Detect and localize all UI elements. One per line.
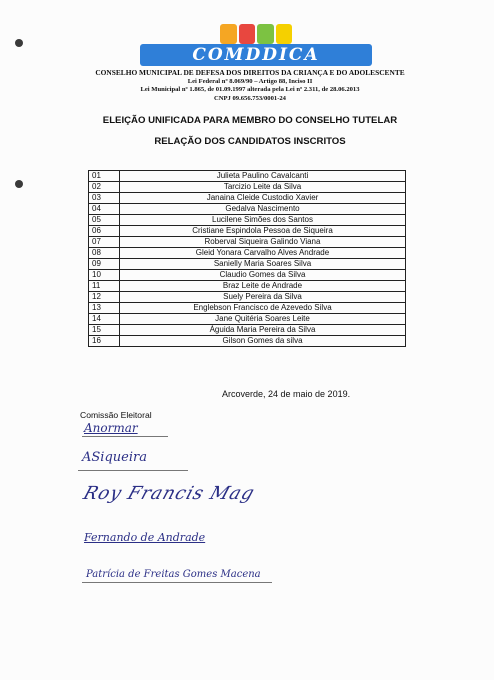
document-subtitle: RELAÇÃO DOS CANDIDATOS INSCRITOS xyxy=(154,136,346,147)
place-and-date: Arcoverde, 24 de maio de 2019. xyxy=(222,389,351,399)
candidate-number: 14 xyxy=(89,314,120,325)
signature-2: ASiqueira xyxy=(82,450,147,465)
candidate-name: Englebson Francisco de Azevedo Silva xyxy=(120,303,406,314)
candidate-number: 15 xyxy=(89,325,120,336)
candidate-number: 09 xyxy=(89,259,120,270)
candidate-number: 12 xyxy=(89,292,120,303)
candidate-number: 04 xyxy=(89,204,120,215)
signature-1: Anormar xyxy=(84,421,138,435)
municipal-law: Lei Municipal nº 1.865, de 01.09.1997 alterada pela Lei nº 2.311, de 28.06.2013 xyxy=(140,86,360,94)
candidate-number: 08 xyxy=(89,248,120,259)
logo-figure-red xyxy=(239,24,256,44)
signature-line-1 xyxy=(82,436,168,437)
candidate-number: 01 xyxy=(89,171,120,182)
candidate-name: Braz Leite de Andrade xyxy=(120,281,406,292)
candidate-name: Gilson Gomes da silva xyxy=(120,336,406,347)
candidate-number: 02 xyxy=(89,182,120,193)
candidate-name: Julieta Paulino Cavalcanti xyxy=(120,171,406,182)
candidate-name: Gleid Yonara Carvalho Alves Andrade xyxy=(120,248,406,259)
federal-law: Lei Federal nº 8.069/90 – Artigo 88, Inciso II xyxy=(187,77,313,85)
candidate-number: 13 xyxy=(89,303,120,314)
candidate-name: Sanielly Maria Soares Silva xyxy=(120,259,406,270)
organization-name: CONSELHO MUNICIPAL DE DEFESA DOS DIREITOS DA CRIANÇA E DO ADOLESCENTE xyxy=(95,68,405,77)
letterhead xyxy=(60,69,440,103)
table-row xyxy=(89,336,406,347)
signature-5: Patrícia de Freitas Gomes Macena xyxy=(86,569,261,580)
table-row xyxy=(89,292,406,303)
signature-3: Roy Francis Mag xyxy=(80,483,258,504)
logo-figure-orange xyxy=(220,24,237,44)
table-row xyxy=(89,237,406,248)
candidate-name: Roberval Siqueira Galindo Viana xyxy=(120,237,406,248)
cnpj: CNPJ 09.656.753/0001-24 xyxy=(214,94,286,102)
candidate-number: 07 xyxy=(89,237,120,248)
candidate-name: Claudio Gomes da Silva xyxy=(120,270,406,281)
comddica-logo xyxy=(140,24,372,66)
logo-figures-icon xyxy=(220,24,292,46)
candidates-table xyxy=(88,170,406,347)
table-row xyxy=(89,204,406,215)
candidate-name: Jane Quitéria Soares Leite xyxy=(120,314,406,325)
table-row xyxy=(89,281,406,292)
table-row xyxy=(89,215,406,226)
punch-hole-top xyxy=(15,39,23,47)
commission-label: Comissão Eleitoral xyxy=(80,410,152,420)
candidate-name: Cristiane Espindola Pessoa de Siqueira xyxy=(120,226,406,237)
candidate-number: 06 xyxy=(89,226,120,237)
table-row xyxy=(89,325,406,336)
table-row xyxy=(89,314,406,325)
signature-line-2 xyxy=(78,470,188,471)
candidate-name: Águida Maria Pereira da Silva xyxy=(120,325,406,336)
candidate-name: Suely Pereira da Silva xyxy=(120,292,406,303)
table-row xyxy=(89,259,406,270)
punch-hole-bottom xyxy=(15,180,23,188)
table-row xyxy=(89,193,406,204)
candidate-name: Lucilene Simões dos Santos xyxy=(120,215,406,226)
document-title: ELEIÇÃO UNIFICADA PARA MEMBRO DO CONSELHO TUTELAR xyxy=(102,115,398,126)
table-row xyxy=(89,182,406,193)
signature-line-5 xyxy=(82,582,272,583)
candidate-name: Janaina Cleide Custodio Xavier xyxy=(120,193,406,204)
candidate-number: 03 xyxy=(89,193,120,204)
table-row xyxy=(89,171,406,182)
logo-figure-yellow xyxy=(276,24,293,44)
table-row xyxy=(89,226,406,237)
signature-4: Fernando de Andrade xyxy=(84,531,206,544)
candidate-number: 05 xyxy=(89,215,120,226)
candidate-name: Gedalva Nascimento xyxy=(120,204,406,215)
table-row xyxy=(89,270,406,281)
candidate-number: 16 xyxy=(89,336,120,347)
logo-figure-green xyxy=(257,24,274,44)
table-row xyxy=(89,248,406,259)
table-row xyxy=(89,303,406,314)
candidate-number: 10 xyxy=(89,270,120,281)
logo-text: COMDDICA xyxy=(140,44,372,66)
candidate-name: Tarcizio Leite da Silva xyxy=(120,182,406,193)
candidate-number: 11 xyxy=(89,281,120,292)
